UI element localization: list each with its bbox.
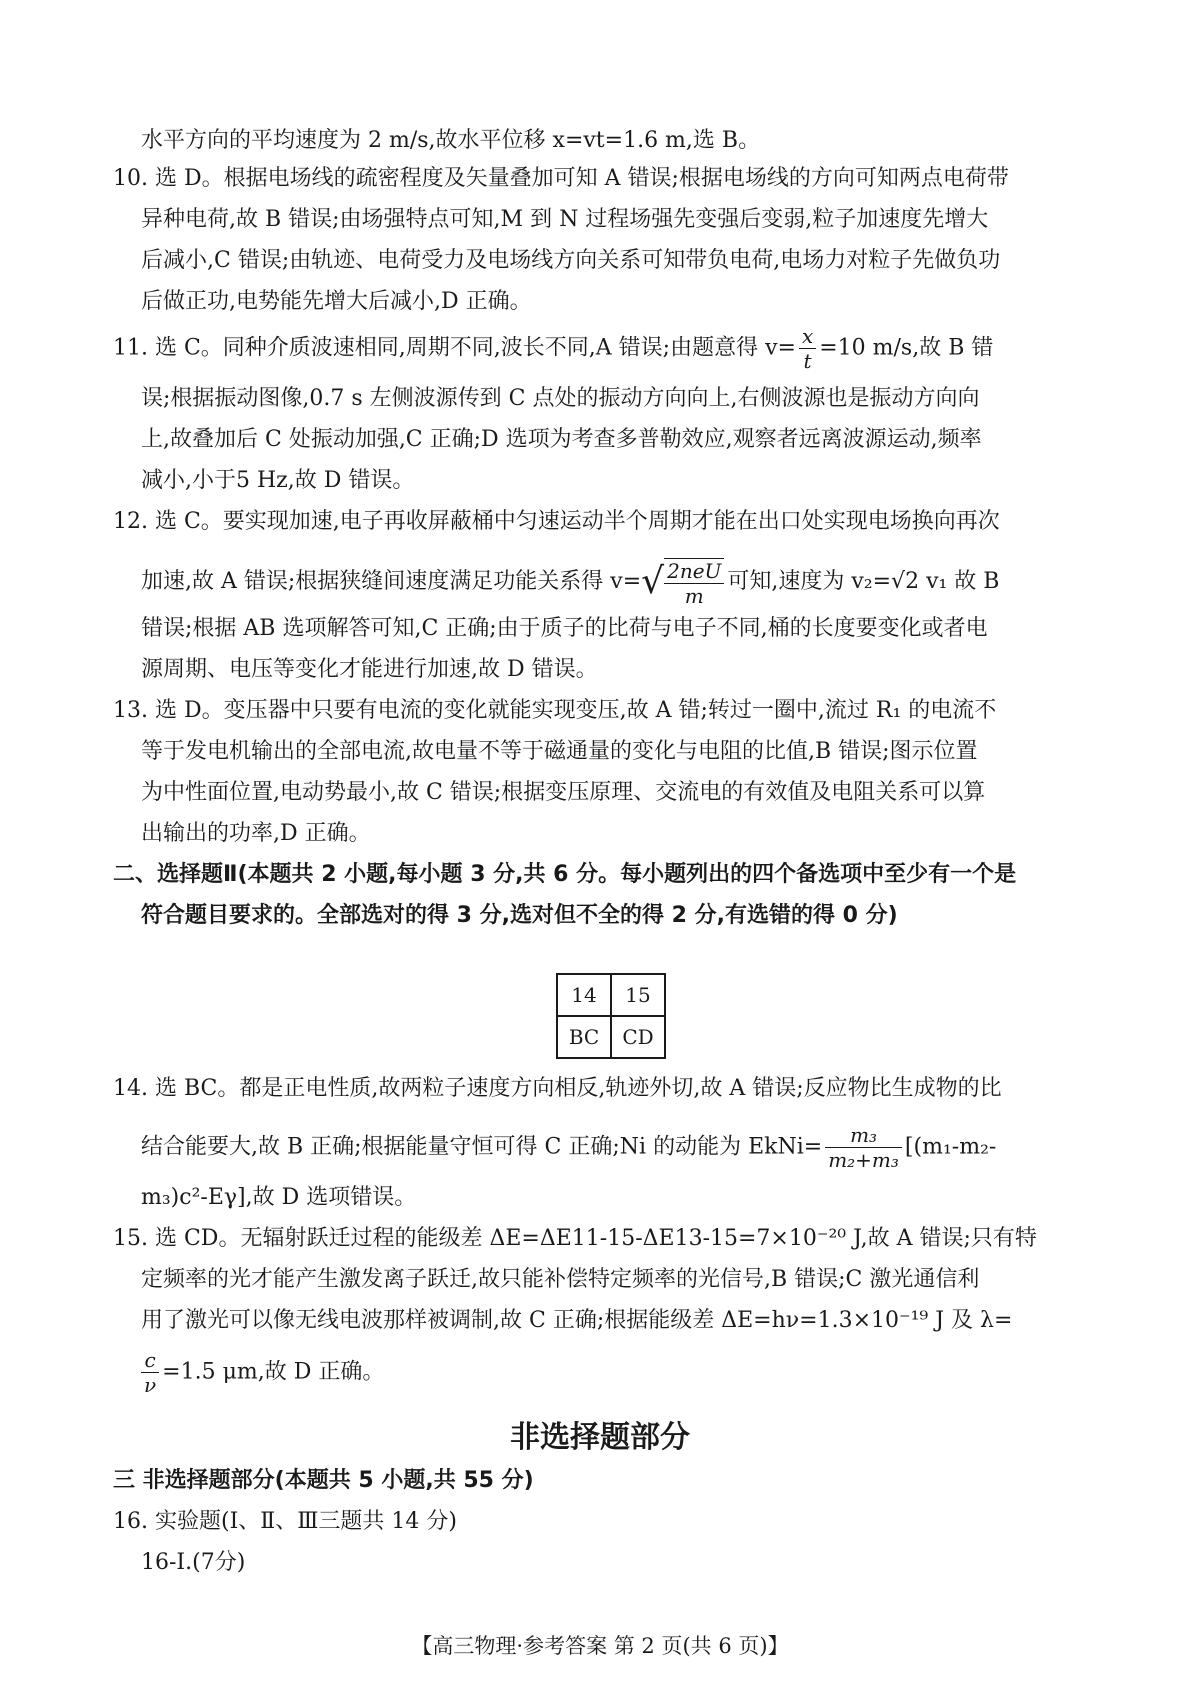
q13-line-4: 出输出的功率,D 正确。 xyxy=(141,821,371,846)
q13-line-2: 等于发电机输出的全部电流,故电量不等于磁通量的变化与电阻的比值,B 错误;图示位置 xyxy=(141,739,978,764)
q11-line-3: 上,故叠加后 C 处振动加强,C 正确;D 选项为考查多普勒效应,观察者远离波源运动,频率 xyxy=(141,427,982,452)
q12-line-2 xyxy=(141,558,999,606)
q12-text-post: 可知,速度为 v₂=√2 v₁ 故 B xyxy=(727,569,1000,594)
q14-fraction-numerator: m₃ xyxy=(825,1125,902,1148)
q12-line-1: 12. 选 C。要实现加速,电子再收屏蔽桶中匀速运动半个周期才能在出口处实现电场换向再次 xyxy=(113,509,1000,534)
q12-fraction-denominator: m xyxy=(684,584,704,608)
q15-text-post: =1.5 μm,故 D 正确。 xyxy=(162,1359,385,1385)
answer-table-answer-14: BC xyxy=(557,1016,611,1058)
page-footer: 【高三物理·参考答案 第 2 页(共 6 页)】 xyxy=(411,1634,789,1658)
q12-fraction xyxy=(664,558,724,606)
answer-table-answer-15: CD xyxy=(611,1016,665,1058)
section-3-heading: 三 非选择题部分(本题共 5 小题,共 55 分) xyxy=(113,1468,534,1493)
q16-heading: 16. 实验题(Ⅰ、Ⅱ、Ⅲ三题共 14 分) xyxy=(113,1509,457,1534)
q14-line-2 xyxy=(141,1125,996,1170)
q11-line-4: 减小,小于5 Hz,故 D 错误。 xyxy=(141,468,415,493)
q14-line-1: 14. 选 BC。都是正电性质,故两粒子速度方向相反,轨迹外切,故 A 错误;反应物比生成物的比 xyxy=(113,1076,1002,1101)
radical-sign-icon: √ xyxy=(641,561,665,602)
q15-line-2: 定频率的光才能产生激发离子跃迁,故只能补偿特定频率的光信号,B 错误;C 激光通信利 xyxy=(141,1267,980,1292)
q15-line-1: 15. 选 CD。无辐射跃迁过程的能级差 ΔE=ΔE11-15-ΔE13-15=7×10⁻²⁰ J,故 A 错误;只有特 xyxy=(113,1226,1037,1251)
q15-line-4 xyxy=(141,1350,384,1395)
q11-fraction xyxy=(799,326,816,371)
q11-fraction-numerator: x xyxy=(799,326,816,349)
q12-line-3: 错误;根据 AB 选项解答可知,C 正确;由于质子的比荷与电子不同,桶的长度要变化或者电 xyxy=(141,616,988,641)
q12-text-pre: 加速,故 A 错误;根据狭缝间速度满足功能关系得 v= xyxy=(141,569,642,594)
q12-sqrt xyxy=(641,558,727,606)
answer-table-answer-row xyxy=(557,1016,665,1058)
q14-line-3: m₃)c²-Eγ],故 D 选项错误。 xyxy=(141,1185,417,1210)
answer-table xyxy=(556,973,666,1059)
q9-tail-line: 水平方向的平均速度为 2 m/s,故水平位移 x=vt=1.6 m,选 B。 xyxy=(141,128,761,153)
q16-part-1-heading: 16-Ⅰ.(7分) xyxy=(141,1550,246,1575)
section-2-heading-line-2: 符合题目要求的。全部选对的得 3 分,选对但不全的得 2 分,有选错的得 0 分) xyxy=(141,903,898,928)
q11-fraction-denominator: t xyxy=(803,349,812,373)
q10-line-3: 后减小,C 错误;由轨迹、电荷受力及电场线方向关系可知带负电荷,电场力对粒子先做负功 xyxy=(141,248,1001,273)
q11-line-1 xyxy=(113,326,993,371)
section-2-heading-line-1: 二、选择题Ⅱ(本题共 2 小题,每小题 3 分,共 6 分。每小题列出的四个备选项中至少有一个是 xyxy=(113,862,1017,887)
q11-line-2: 误;根据振动图像,0.7 s 左侧波源传到 C 点处的振动方向向上,右侧波源也是振动方向向 xyxy=(141,386,980,411)
q15-fraction xyxy=(141,1350,159,1395)
answer-table-header-15: 15 xyxy=(611,974,665,1016)
q14-fraction-denominator: m₂+m₃ xyxy=(828,1148,899,1172)
q11-text-pre: 11. 选 C。同种介质波速相同,周期不同,波长不同,A 错误;由题意得 v= xyxy=(113,335,796,361)
q11-text-post: =10 m/s,故 B 错 xyxy=(819,335,994,361)
q14-text-post: [(m₁-m₂- xyxy=(904,1134,997,1160)
answer-table-header-14: 14 xyxy=(557,974,611,1016)
q15-fraction-numerator: c xyxy=(141,1350,159,1373)
q12-line-4: 源周期、电压等变化才能进行加速,故 D 错误。 xyxy=(141,657,598,682)
section-title: 非选择题部分 xyxy=(510,1420,690,1455)
q14-text-pre: 结合能要大,故 B 正确;根据能量守恒可得 C 正确;Ni 的动能为 EkNi= xyxy=(141,1134,823,1160)
q10-line-1: 10. 选 D。根据电场线的疏密程度及矢量叠加可知 A 错误;根据电场线的方向可知两点电荷带 xyxy=(113,166,1009,191)
q15-fraction-denominator: ν xyxy=(144,1373,157,1397)
q12-fraction-numerator: 2neU xyxy=(664,561,724,584)
q14-fraction xyxy=(825,1125,902,1170)
q13-line-3: 为中性面位置,电动势最小,故 C 错误;根据变压原理、交流电的有效值及电阻关系可以算 xyxy=(141,780,986,805)
q10-line-2: 异种电荷,故 B 错误;由场强特点可知,M 到 N 过程场强先变强后变弱,粒子加速度先增大 xyxy=(141,207,989,232)
q13-line-1: 13. 选 D。变压器中只要有电流的变化就能实现变压,故 A 错;转过一圈中,流过 R₁ 的电流不 xyxy=(113,698,997,723)
answer-table-header-row xyxy=(557,974,665,1016)
q10-line-4: 后做正功,电势能先增大后减小,D 正确。 xyxy=(141,289,532,314)
q15-line-3: 用了激光可以像无线电波那样被调制,故 C 正确;根据能级差 ΔE=hν=1.3×10⁻¹⁹ J 及 λ= xyxy=(141,1308,1013,1333)
